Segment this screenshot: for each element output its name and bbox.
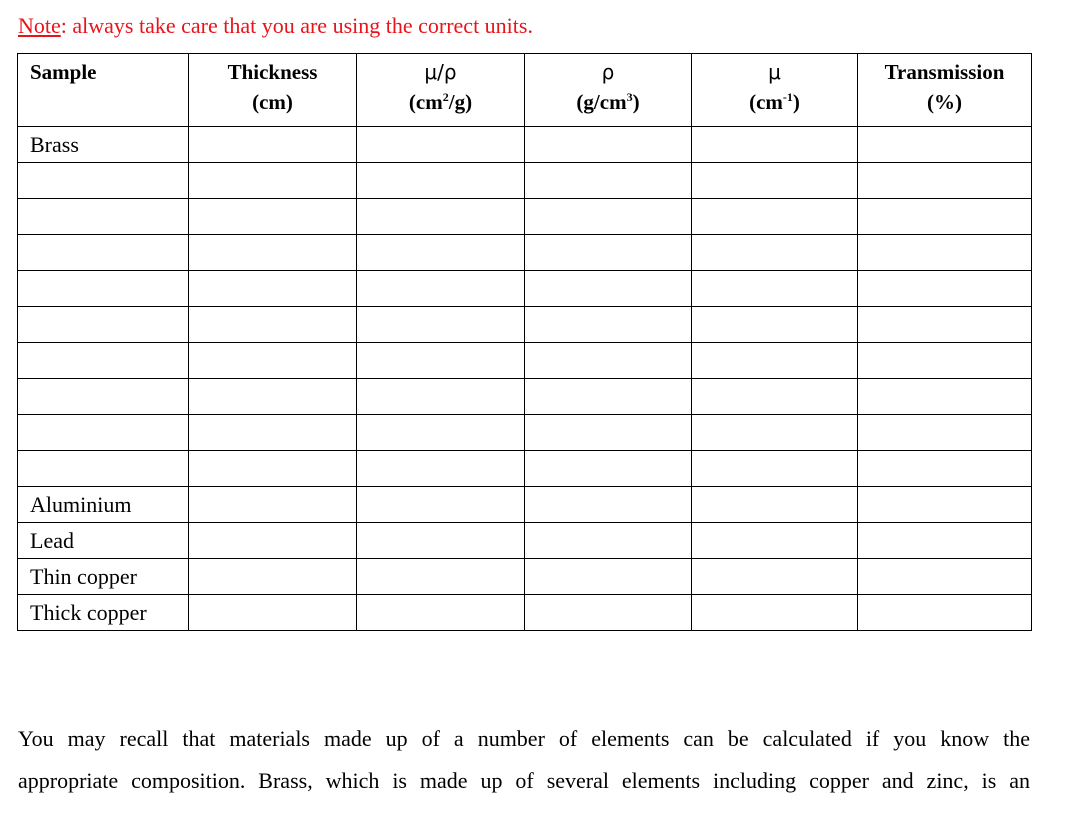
header-thickness-label: Thickness — [227, 60, 318, 84]
table-cell[interactable] — [858, 307, 1032, 343]
table-row — [18, 415, 1032, 451]
sample-name-cell: Brass — [18, 127, 189, 163]
header-thickness — [189, 54, 357, 127]
sample-name-cell: Thin copper — [18, 559, 189, 595]
header-mass-attenuation — [357, 54, 525, 127]
header-linear-attenuation-symbol: μ — [768, 60, 781, 84]
table-cell[interactable] — [525, 451, 692, 487]
table-header-row — [18, 54, 1032, 127]
table-cell[interactable] — [189, 163, 357, 199]
header-thickness-unit: (cm) — [252, 90, 293, 114]
table-cell[interactable] — [858, 127, 1032, 163]
table-cell[interactable] — [357, 415, 525, 451]
header-density — [525, 54, 692, 127]
table-row — [18, 595, 1032, 631]
sample-name-cell — [18, 379, 189, 415]
table-cell[interactable] — [189, 307, 357, 343]
table-cell[interactable] — [189, 559, 357, 595]
table-cell[interactable] — [858, 163, 1032, 199]
table-row — [18, 343, 1032, 379]
table-cell[interactable] — [189, 199, 357, 235]
table-row — [18, 307, 1032, 343]
table-cell[interactable] — [189, 271, 357, 307]
header-sample-label: Sample — [30, 60, 97, 84]
table-cell[interactable] — [189, 487, 357, 523]
header-transmission-unit: (%) — [927, 90, 962, 114]
table-cell[interactable] — [525, 523, 692, 559]
table-cell[interactable] — [189, 595, 357, 631]
table-cell[interactable] — [189, 451, 357, 487]
table-cell[interactable] — [858, 199, 1032, 235]
table-cell[interactable] — [692, 307, 858, 343]
table-cell[interactable] — [357, 451, 525, 487]
table-cell[interactable] — [692, 523, 858, 559]
note-text: : always take care that you are using the correct units. — [60, 13, 533, 38]
header-linear-attenuation-unit: $(cm^{-1})$ — [749, 90, 800, 114]
note-line — [18, 12, 533, 40]
table-cell[interactable] — [858, 343, 1032, 379]
table-cell[interactable] — [692, 343, 858, 379]
sample-name-cell — [18, 307, 189, 343]
table-cell[interactable] — [357, 559, 525, 595]
table-cell[interactable] — [692, 559, 858, 595]
table-cell[interactable] — [525, 163, 692, 199]
table-row — [18, 235, 1032, 271]
sample-name-cell — [18, 163, 189, 199]
table-cell[interactable] — [692, 163, 858, 199]
table-row — [18, 127, 1032, 163]
table-row — [18, 523, 1032, 559]
table-cell[interactable] — [189, 379, 357, 415]
header-density-unit: $(g/cm^3)$ — [576, 90, 640, 114]
sample-name-cell — [18, 451, 189, 487]
header-mass-attenuation-symbol: μ/ρ — [424, 60, 457, 84]
table-row — [18, 451, 1032, 487]
sample-name-cell: Thick copper — [18, 595, 189, 631]
table-cell[interactable] — [525, 415, 692, 451]
table-cell[interactable] — [858, 271, 1032, 307]
table-cell[interactable] — [357, 271, 525, 307]
table-cell[interactable] — [858, 487, 1032, 523]
table-cell[interactable] — [692, 127, 858, 163]
table-cell[interactable] — [357, 379, 525, 415]
table-cell[interactable] — [357, 595, 525, 631]
paragraph-line-2: appropriate composition. Brass, which is made up of several elements including copper and zinc, is an — [18, 768, 1030, 793]
table-cell[interactable] — [525, 343, 692, 379]
table-cell[interactable] — [525, 127, 692, 163]
table-cell[interactable] — [692, 487, 858, 523]
results-table — [17, 53, 1032, 631]
table-row — [18, 163, 1032, 199]
table-cell[interactable] — [357, 343, 525, 379]
sample-name-cell: Lead — [18, 523, 189, 559]
header-sample — [18, 54, 189, 127]
table-cell[interactable] — [858, 235, 1032, 271]
table-cell[interactable] — [525, 235, 692, 271]
table-cell[interactable] — [692, 379, 858, 415]
table-cell[interactable] — [692, 199, 858, 235]
table-row — [18, 271, 1032, 307]
table-cell[interactable] — [858, 379, 1032, 415]
table-cell[interactable] — [525, 307, 692, 343]
table-cell[interactable] — [692, 415, 858, 451]
table-cell[interactable] — [189, 523, 357, 559]
sample-name-cell — [18, 199, 189, 235]
table-cell[interactable] — [189, 127, 357, 163]
paragraph-line-1: You may recall that materials made up of a number of elements can be calculated if you know the — [18, 726, 1030, 751]
table-cell[interactable] — [189, 343, 357, 379]
table-cell[interactable] — [525, 487, 692, 523]
table-cell[interactable] — [692, 271, 858, 307]
sample-name-cell — [18, 343, 189, 379]
table-cell[interactable] — [525, 559, 692, 595]
table-cell[interactable] — [357, 523, 525, 559]
sample-name-cell — [18, 235, 189, 271]
table-cell[interactable] — [525, 271, 692, 307]
sample-name-cell — [18, 415, 189, 451]
table-cell[interactable] — [525, 595, 692, 631]
sample-name-cell: Aluminium — [18, 487, 189, 523]
table-cell[interactable] — [692, 451, 858, 487]
table-cell[interactable] — [858, 595, 1032, 631]
table-cell[interactable] — [357, 163, 525, 199]
body-paragraph — [18, 718, 1030, 802]
table-cell[interactable] — [858, 415, 1032, 451]
table-cell[interactable] — [858, 451, 1032, 487]
table-cell[interactable] — [858, 523, 1032, 559]
table-cell[interactable] — [357, 199, 525, 235]
table-row — [18, 379, 1032, 415]
header-mass-attenuation-unit: $(cm^2/g)$ — [408, 90, 473, 114]
table-row — [18, 487, 1032, 523]
note-label: Note — [18, 13, 61, 38]
table-cell[interactable] — [692, 595, 858, 631]
sample-name-cell — [18, 271, 189, 307]
table-cell[interactable] — [189, 415, 357, 451]
table-cell[interactable] — [858, 559, 1032, 595]
table-cell[interactable] — [525, 199, 692, 235]
header-linear-attenuation — [692, 54, 858, 127]
table-row — [18, 199, 1032, 235]
table-cell[interactable] — [525, 379, 692, 415]
header-transmission-label: Transmission — [884, 60, 1005, 84]
table-cell[interactable] — [357, 235, 525, 271]
table-body — [18, 127, 1032, 631]
table-row — [18, 559, 1032, 595]
header-density-symbol: ρ — [601, 60, 615, 84]
header-transmission — [858, 54, 1032, 127]
table-cell[interactable] — [189, 235, 357, 271]
table-cell[interactable] — [357, 487, 525, 523]
table-cell[interactable] — [357, 307, 525, 343]
table-cell[interactable] — [357, 127, 525, 163]
table-cell[interactable] — [692, 235, 858, 271]
